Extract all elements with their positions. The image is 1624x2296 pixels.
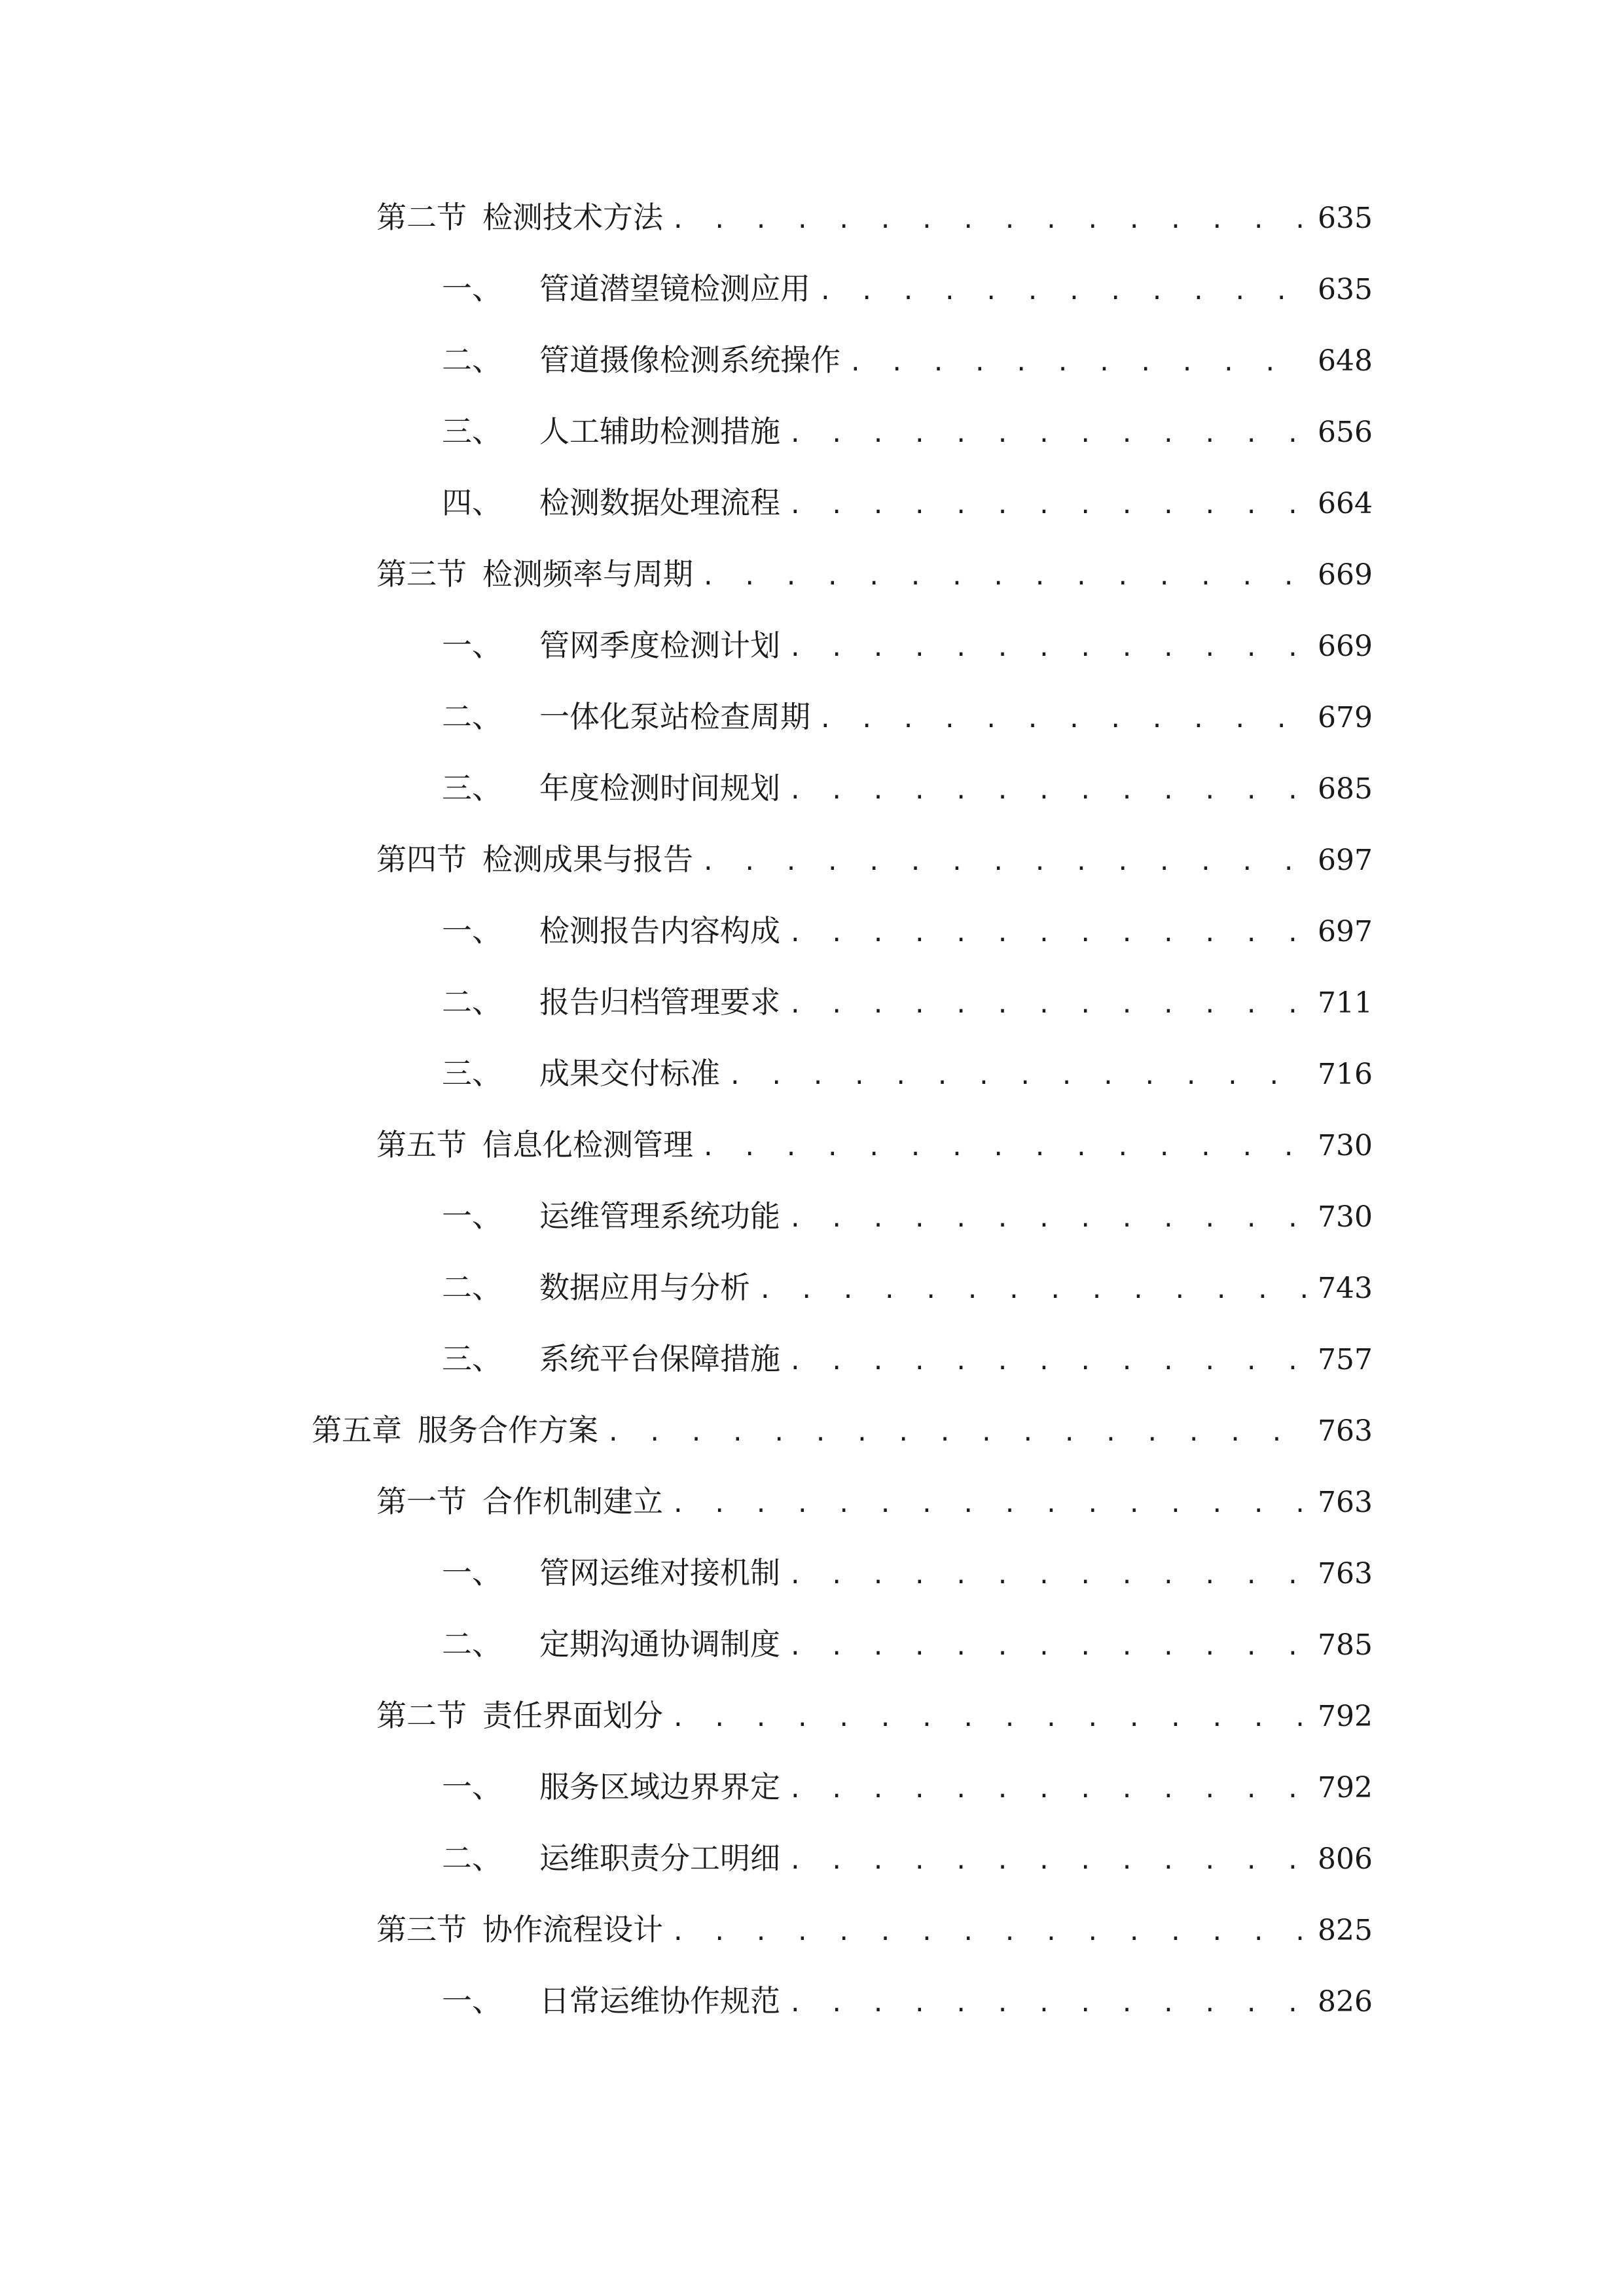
toc-entry-page: 656 [1318, 416, 1373, 449]
toc-entry-prefix: 第五章 [312, 1412, 402, 1448]
toc-entry-page: 826 [1318, 1985, 1373, 2018]
toc-entry[interactable] [442, 262, 1373, 315]
dot-leader [788, 622, 1310, 675]
toc-entry-title: 管道潜望镜检测应用 [539, 271, 810, 306]
toc-entry-page: 792 [1318, 1771, 1373, 1804]
toc-entry-page: 697 [1318, 844, 1373, 877]
toc-entry-page: 763 [1318, 1486, 1373, 1519]
toc-entry-page: 635 [1318, 273, 1373, 306]
toc-entry-title: 协作流程设计 [482, 1912, 663, 1947]
toc-entry-title: 报告归档管理要求 [539, 984, 780, 1020]
toc-entry-page: 669 [1318, 558, 1373, 592]
toc-entry-prefix: 四、 [442, 485, 502, 520]
toc-entry-title: 检测数据处理流程 [539, 485, 780, 520]
dot-leader [788, 979, 1310, 1031]
toc-entry-title: 检测成果与报告 [482, 842, 693, 877]
toc-entry-title: 系统平台保障措施 [539, 1341, 780, 1376]
toc-entry-title: 管网季度检测计划 [539, 628, 780, 663]
toc-entry[interactable] [376, 1903, 1373, 1956]
toc-entry-title: 运维管理系统功能 [539, 1198, 780, 1234]
toc-entry-prefix: 三、 [442, 770, 502, 806]
toc-entry-title: 服务区域边界界定 [539, 1769, 780, 1804]
toc-entry[interactable] [442, 334, 1373, 386]
toc-entry-title: 信息化检测管理 [482, 1127, 693, 1162]
toc-entry[interactable] [442, 619, 1373, 672]
toc-entry[interactable] [442, 1618, 1373, 1670]
toc-entry-title: 运维职责分工明细 [539, 1840, 780, 1876]
toc-entry-prefix: 第三节 [376, 1912, 467, 1947]
toc-entry-prefix: 二、 [442, 984, 502, 1020]
toc-entry-prefix: 二、 [442, 699, 502, 734]
toc-entry-prefix: 第三节 [376, 556, 467, 592]
toc-entry[interactable] [442, 1190, 1373, 1242]
toc-entry-title: 管网运维对接机制 [539, 1555, 780, 1590]
toc-entry-prefix: 一、 [442, 1769, 502, 1804]
dot-leader [788, 480, 1310, 532]
toc-entry[interactable] [442, 762, 1373, 814]
toc-entry-prefix: 一、 [442, 1983, 502, 2018]
dot-leader [788, 1336, 1310, 1388]
dot-leader [818, 694, 1310, 746]
dot-leader [671, 1907, 1310, 1959]
toc-entry-page: 825 [1318, 1914, 1373, 1947]
dot-leader [671, 1479, 1310, 1531]
dot-leader [788, 1193, 1310, 1246]
toc-entry-title: 服务合作方案 [418, 1412, 598, 1448]
toc-entry-prefix: 三、 [442, 414, 502, 449]
toc-entry-page: 792 [1318, 1700, 1373, 1733]
toc-entry-page: 711 [1318, 986, 1373, 1020]
toc-entry-page: 685 [1318, 772, 1373, 806]
toc-entry-title: 检测技术方法 [482, 200, 663, 235]
toc-entry[interactable] [442, 1047, 1373, 1100]
dot-leader [788, 1835, 1310, 1888]
toc-entry[interactable] [376, 1119, 1373, 1171]
dot-leader [788, 1621, 1310, 1674]
dot-leader [606, 1407, 1310, 1460]
toc-entry-page: 648 [1318, 344, 1373, 378]
toc-entry[interactable] [312, 1404, 1373, 1456]
toc-entry[interactable] [376, 1689, 1373, 1742]
toc-entry-title: 定期沟通协调制度 [539, 1626, 780, 1662]
toc-entry-title: 一体化泵站检查周期 [539, 699, 810, 734]
toc-entry-page: 669 [1318, 630, 1373, 663]
toc-entry[interactable] [376, 1475, 1373, 1528]
toc-entry-prefix: 第一节 [376, 1484, 467, 1519]
toc-entry-prefix: 三、 [442, 1341, 502, 1376]
dot-leader [671, 1693, 1310, 1745]
toc-entry-prefix: 一、 [442, 628, 502, 663]
toc-entry[interactable] [442, 1975, 1373, 2027]
toc-entry-prefix: 一、 [442, 913, 502, 948]
dot-leader [701, 1122, 1310, 1174]
toc-entry-prefix: 第二节 [376, 200, 467, 235]
toc-entry-page: 730 [1318, 1129, 1373, 1162]
toc-entry-title: 检测报告内容构成 [539, 913, 780, 948]
dot-leader [788, 1978, 1310, 2030]
toc-entry-page: 763 [1318, 1557, 1373, 1590]
toc-entry-prefix: 二、 [442, 1840, 502, 1876]
toc-entry-title: 责任界面划分 [482, 1698, 663, 1733]
toc-entry-title: 合作机制建立 [482, 1484, 663, 1519]
toc-entry-page: 757 [1318, 1343, 1373, 1376]
toc-entry[interactable] [376, 191, 1373, 243]
dot-leader [788, 908, 1310, 960]
toc-entry-prefix: 二、 [442, 1270, 502, 1305]
toc-entry-title: 检测频率与周期 [482, 556, 693, 592]
toc-entry-page: 679 [1318, 701, 1373, 734]
toc-entry-prefix: 一、 [442, 271, 502, 306]
toc-entry-prefix: 一、 [442, 1198, 502, 1234]
toc-entry-title: 日常运维协作规范 [539, 1983, 780, 2018]
dot-leader [818, 266, 1310, 318]
dot-leader [701, 551, 1310, 603]
toc-entry[interactable] [442, 1761, 1373, 1813]
toc-entry[interactable] [442, 905, 1373, 957]
toc-entry-page: 664 [1318, 487, 1373, 520]
toc-entry-page: 716 [1318, 1058, 1373, 1091]
toc-entry[interactable] [442, 1547, 1373, 1599]
toc-entry-page: 697 [1318, 915, 1373, 948]
toc-entry-title: 人工辅助检测措施 [539, 414, 780, 449]
toc-entry-title: 数据应用与分析 [539, 1270, 750, 1305]
toc-entry-page: 806 [1318, 1842, 1373, 1876]
toc-entry-page: 743 [1318, 1272, 1373, 1305]
toc-entry[interactable] [376, 833, 1373, 886]
toc-entry[interactable] [442, 1333, 1373, 1385]
toc-entry-prefix: 二、 [442, 342, 502, 378]
dot-leader [788, 1550, 1310, 1602]
toc-entry[interactable] [442, 1261, 1373, 1314]
toc-entry-page: 730 [1318, 1200, 1373, 1234]
toc-entry[interactable] [442, 691, 1373, 743]
dot-leader [788, 408, 1310, 461]
toc-entry-prefix: 三、 [442, 1056, 502, 1091]
dot-leader [701, 836, 1310, 889]
toc-entry-page: 763 [1318, 1414, 1373, 1448]
dot-leader [758, 1265, 1310, 1317]
toc-entry[interactable] [376, 548, 1373, 600]
dot-leader [788, 765, 1310, 817]
toc-entry[interactable] [442, 1832, 1373, 1884]
toc-entry-page: 635 [1318, 202, 1373, 235]
dot-leader [788, 1764, 1310, 1816]
toc-entry-prefix: 第二节 [376, 1698, 467, 1733]
dot-leader [728, 1050, 1310, 1103]
toc-entry-prefix: 第四节 [376, 842, 467, 877]
toc-entry-title: 成果交付标准 [539, 1056, 720, 1091]
toc-entry[interactable] [442, 476, 1373, 529]
toc-entry-title: 管道摄像检测系统操作 [539, 342, 840, 378]
toc-entry-prefix: 二、 [442, 1626, 502, 1662]
toc-entry-prefix: 第五节 [376, 1127, 467, 1162]
dot-leader [848, 337, 1310, 389]
toc-entry-prefix: 一、 [442, 1555, 502, 1590]
toc-entry-page: 785 [1318, 1628, 1373, 1662]
toc-entry[interactable] [442, 405, 1373, 457]
toc-entry[interactable] [442, 976, 1373, 1028]
dot-leader [671, 194, 1310, 247]
toc-entry-title: 年度检测时间规划 [539, 770, 780, 806]
